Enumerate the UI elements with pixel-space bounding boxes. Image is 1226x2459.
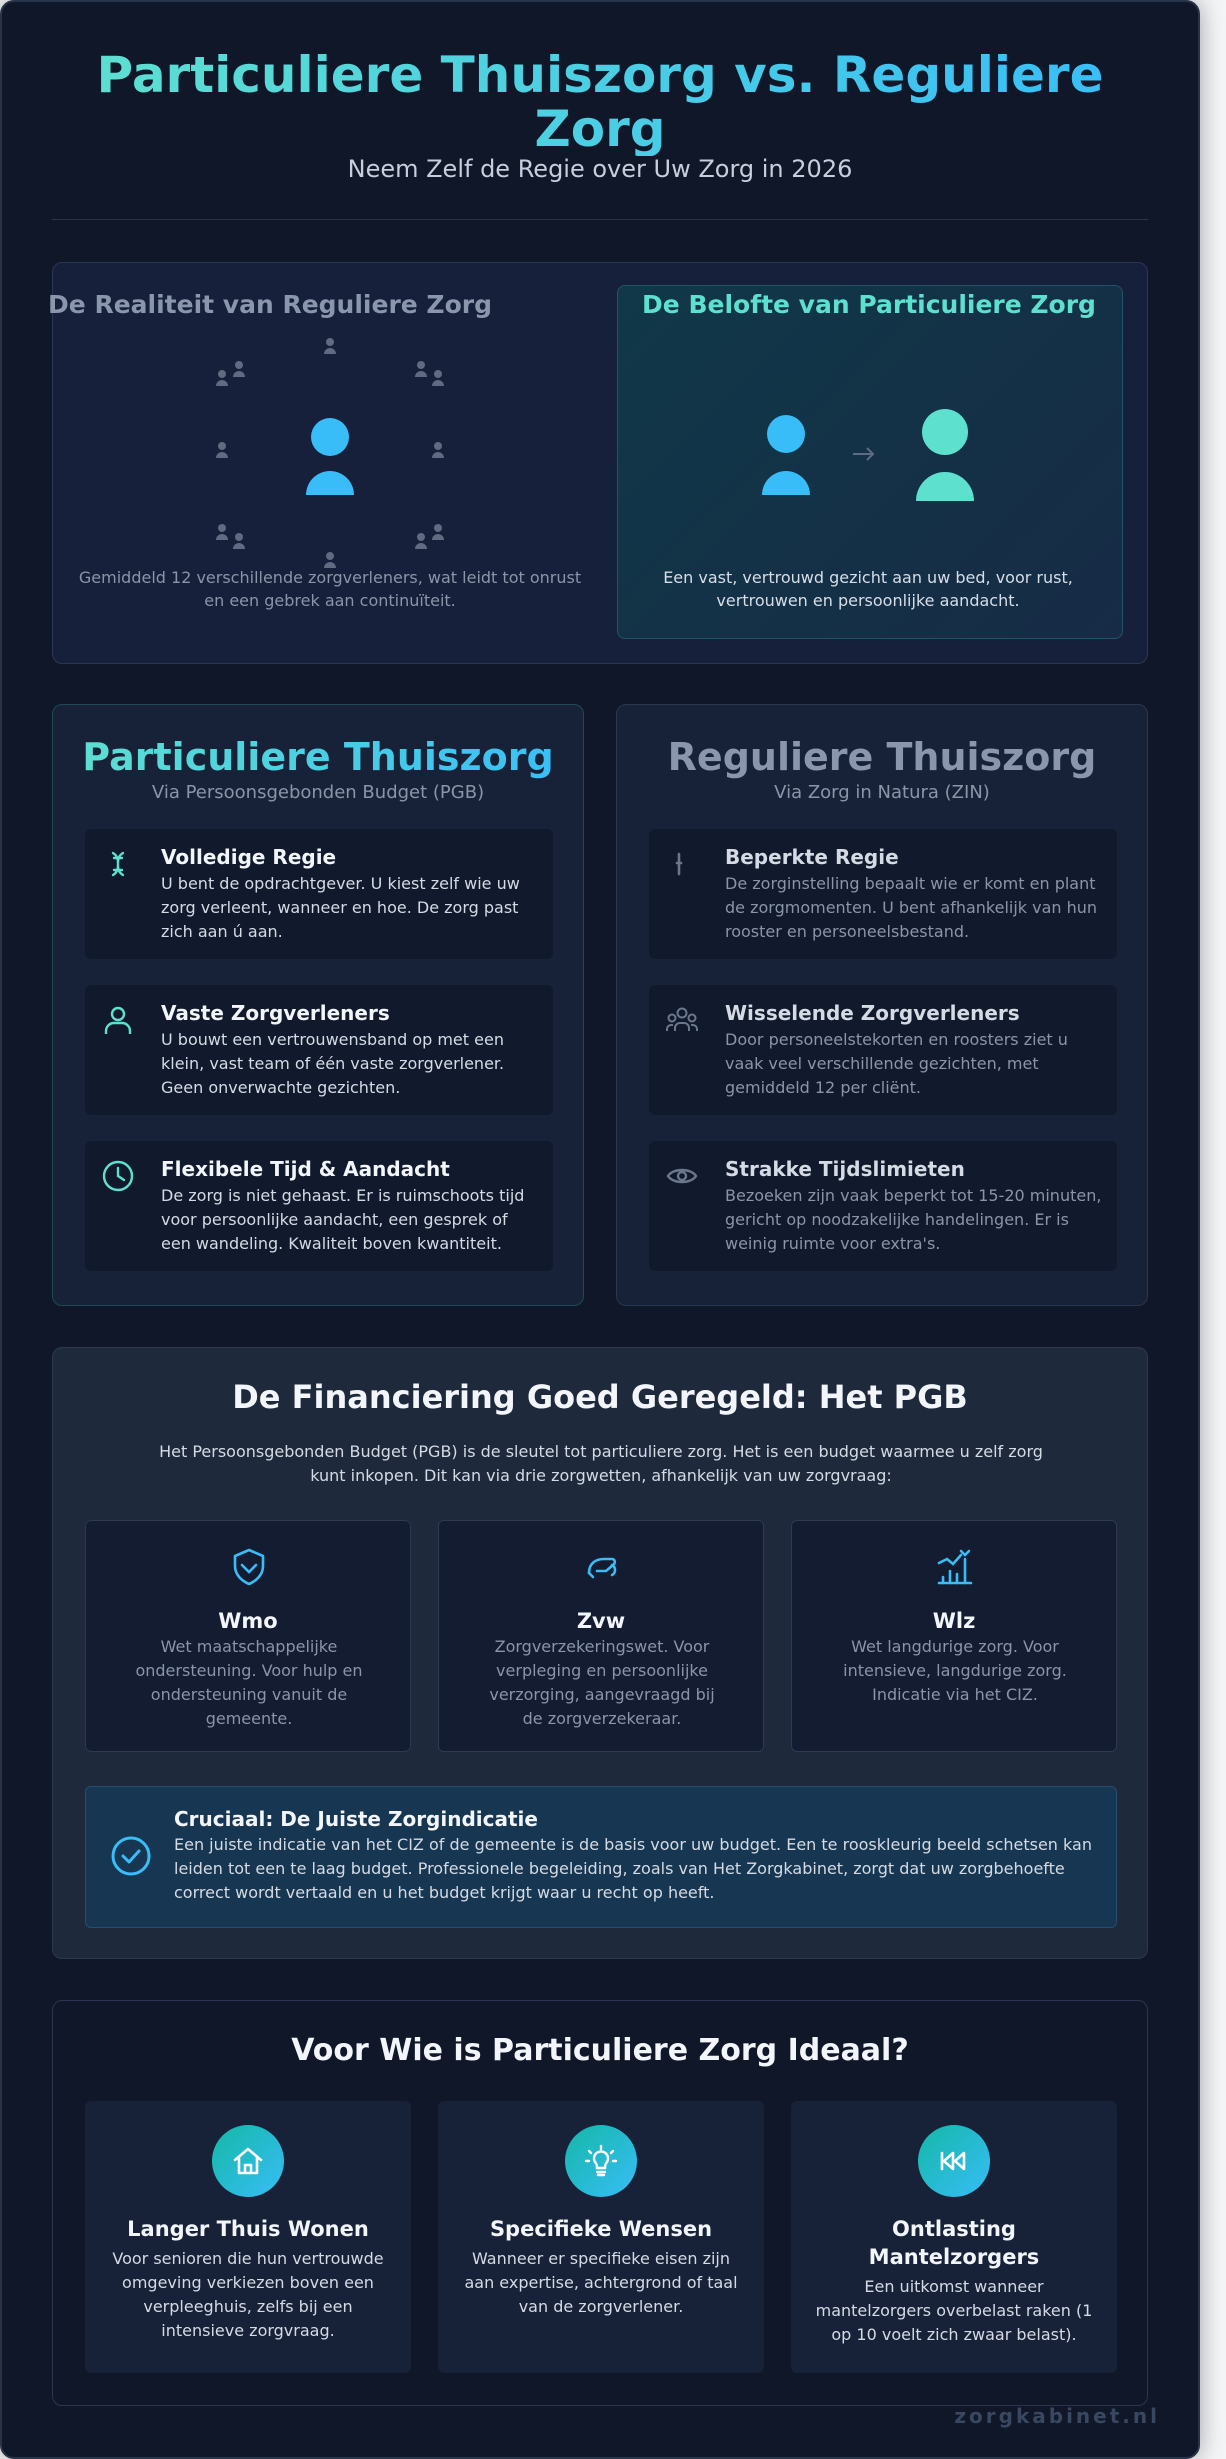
who-card-text: Voor senioren die hun vertrouwde omgeving verkiezen boven een verpleeghuis, zelfs bij een intensieve zorgvraag. xyxy=(112,2249,384,2340)
particulier-subtitle: Via Persoonsgebonden Budget (PGB) xyxy=(151,782,485,803)
feature-title: Wisselende Zorgverleners xyxy=(725,1001,1020,1025)
law-title: Zvw xyxy=(576,1609,626,1633)
client-person-icon xyxy=(306,418,354,495)
feature-item xyxy=(649,829,1117,959)
feature-item xyxy=(85,985,553,1115)
feature-text: Bezoeken zijn vaak beperkt tot 15-20 minuten, gericht op noodzakelijke handelingen. Er is weinig ruimte voor extra's. xyxy=(725,1186,1102,1253)
feature-title: Volledige Regie xyxy=(161,845,337,869)
who-title: Voor Wie is Particuliere Zorg Ideaal? xyxy=(291,2033,909,2068)
home-icon xyxy=(230,2143,266,2179)
hand-heart-icon xyxy=(582,1547,622,1587)
pin-icon xyxy=(665,847,699,881)
regulier-subtitle: Via Zorg in Natura (ZIN) xyxy=(774,782,990,803)
who-section xyxy=(52,2000,1148,2406)
who-card-title: Ontlasting Mantelzorgers xyxy=(868,2217,1040,2269)
feature-title: Flexibele Tijd & Aandacht xyxy=(161,1157,450,1181)
pgb-section xyxy=(52,1347,1148,1959)
lightbulb-icon xyxy=(583,2143,619,2179)
who-card xyxy=(791,2101,1117,2373)
feature-text: U bouwt een vertrouwensband op met een klein, vast team of één vaste zorgverlener. Geen onverwachte gezichten. xyxy=(161,1030,505,1097)
regulier-card xyxy=(616,704,1148,1306)
promise-text: Een vast, vertrouwd gezicht aan uw bed, voor rust, vertrouwen en persoonlijke aandacht. xyxy=(663,568,1073,610)
feature-item xyxy=(85,1141,553,1271)
feature-item xyxy=(85,829,553,959)
care-dna-icon xyxy=(101,847,135,881)
who-card xyxy=(438,2101,764,2373)
client-person-icon xyxy=(762,415,810,495)
arrow-right-icon xyxy=(853,448,873,460)
rewind-icon-badge xyxy=(918,2125,990,2197)
regulier-title: Reguliere Thuiszorg xyxy=(667,735,1097,779)
feature-item xyxy=(649,985,1117,1115)
growth-chart-icon xyxy=(935,1547,975,1587)
feature-text: De zorginstelling bepaalt wie er komt en plant de zorgmomenten. U bent afhankelijk van hun rooster en personeelsbestand. xyxy=(725,874,1098,941)
who-card-text: Wanneer er specifieke eisen zijn aan expertise, achtergrond of taal van de zorgverlener. xyxy=(464,2249,738,2316)
feature-title: Beperkte Regie xyxy=(725,845,899,869)
law-card-zvw xyxy=(438,1520,764,1752)
eye-icon xyxy=(665,1159,699,1193)
clock-icon xyxy=(101,1159,135,1193)
pgb-title: De Financiering Goed Geregeld: Het PGB xyxy=(232,1378,968,1416)
law-card-wmo xyxy=(85,1520,411,1752)
particulier-title: Particuliere Thuiszorg xyxy=(53,735,583,779)
pgb-intro: Het Persoonsgebonden Budget (PGB) is de sleutel tot particuliere zorg. Het is een budget waarmee u zelf zorg kunt inkopen. Dit kan via drie zorgwetten, afhankelijk van uw zorgvraag: xyxy=(159,1442,1043,1485)
law-text: Wet maatschappelijke ondersteuning. Voor hulp en ondersteuning vanuit de gemeente. xyxy=(135,1637,363,1728)
one-caregiver-illustration xyxy=(755,405,985,505)
who-card-title: Langer Thuis Wonen xyxy=(127,2217,369,2241)
promise-title: De Belofte van Particuliere Zorg xyxy=(642,290,1096,319)
feature-title: Vaste Zorgverleners xyxy=(161,1001,390,1025)
feature-title: Strakke Tijdslimieten xyxy=(725,1157,965,1181)
check-circle-icon xyxy=(110,1835,152,1877)
caregiver-person-icon xyxy=(916,409,974,501)
feature-text: De zorg is niet gehaast. Er is ruimschoots tijd voor persoonlijke aandacht, een gesprek of een wandeling. Kwaliteit boven kwantiteit. xyxy=(161,1186,525,1253)
feature-text: U bent de opdrachtgever. U kiest zelf wie uw zorg verleent, wanneer en hoe. De zorg past zich aan ú aan. xyxy=(161,874,520,941)
many-caregivers-illustration xyxy=(190,330,470,570)
who-card xyxy=(85,2101,411,2373)
feature-text: Door personeelstekorten en roosters ziet u vaak veel verschillende gezichten, met gemiddeld 12 per cliënt. xyxy=(725,1030,1068,1097)
particulier-card xyxy=(52,704,584,1306)
law-title: Wmo xyxy=(218,1609,278,1633)
home-icon-badge xyxy=(212,2125,284,2197)
reality-title: De Realiteit van Reguliere Zorg xyxy=(48,290,492,319)
law-text: Wet langdurige zorg. Voor intensieve, langdurige zorg. Indicatie via het CIZ. xyxy=(843,1637,1067,1704)
lightbulb-icon-badge xyxy=(565,2125,637,2197)
law-title: Wlz xyxy=(932,1609,976,1633)
who-card-title: Specifieke Wensen xyxy=(489,2217,713,2241)
page-title: Particuliere Thuiszorg vs. Reguliere Zorg xyxy=(52,48,1148,156)
law-card-wlz xyxy=(791,1520,1117,1752)
user-icon xyxy=(101,1003,135,1037)
rewind-icon xyxy=(936,2143,972,2179)
who-card-text: Een uitkomst wanneer mantelzorgers overbelast raken (1 op 10 voelt zich zwaar belast). xyxy=(815,2277,1093,2344)
law-text: Zorgverzekeringswet. Voor verpleging en persoonlijke verzorging, aangevraagd bij de zorgverzekeraar. xyxy=(489,1637,715,1728)
feature-item xyxy=(649,1141,1117,1271)
header-divider xyxy=(52,219,1148,220)
reality-text: Gemiddeld 12 verschillende zorgverleners, wat leidt tot onrust en een gebrek aan continuïteit. xyxy=(78,568,582,610)
shield-check-icon xyxy=(229,1547,269,1587)
crucial-callout xyxy=(85,1786,1117,1928)
crucial-title: Cruciaal: De Juiste Zorgindicatie xyxy=(174,1807,538,1831)
page-subtitle: Neem Zelf de Regie over Uw Zorg in 2026 xyxy=(347,155,853,183)
group-icon xyxy=(665,1003,699,1037)
footer-brand: zorgkabinet.nl xyxy=(954,2404,1160,2428)
crucial-text: Een juiste indicatie van het CIZ of de gemeente is de basis voor uw budget. Een te rooskleurig beeld schetsen kan leiden tot een te laag budget. Professionele begeleiding, zoals van Het Zorgkabinet, zorgt dat uw zorgbehoefte correct wordt vertaald en u het budget krijgt waar u recht op heeft. xyxy=(174,1835,1092,1902)
